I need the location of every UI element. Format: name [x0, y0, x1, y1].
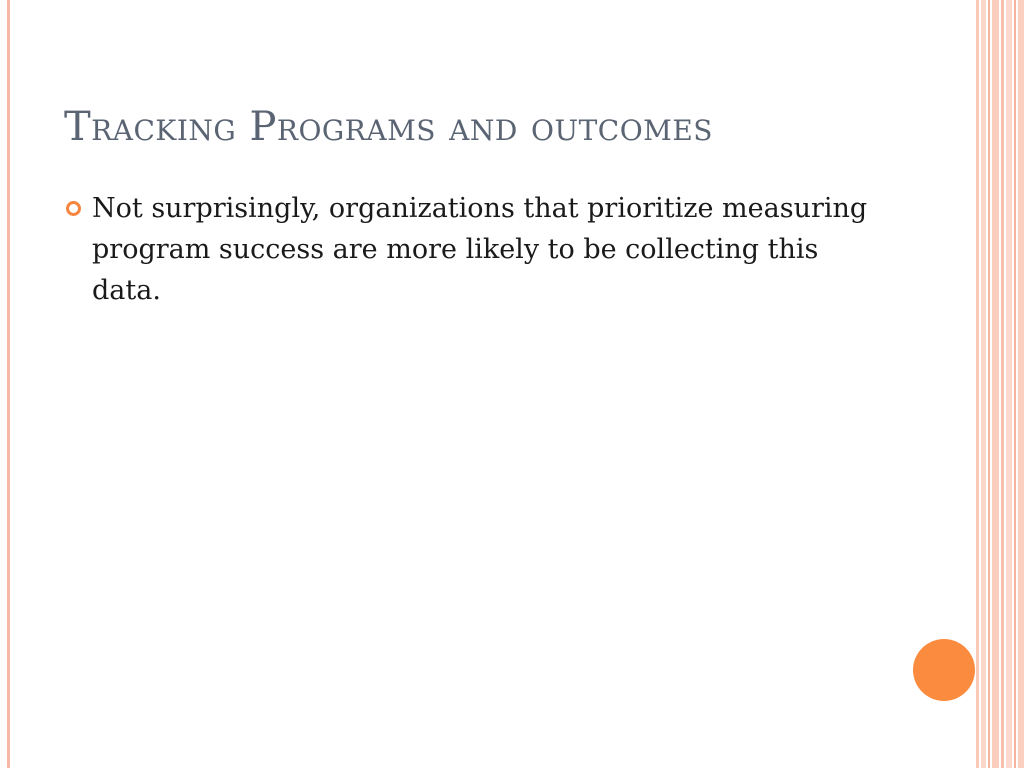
decor-stripe: [976, 0, 979, 768]
decor-stripe: [981, 0, 986, 768]
decor-stripe: [1001, 0, 1004, 768]
decor-stripe: [1014, 0, 1016, 768]
decor-circle: [913, 639, 975, 701]
decor-stripe: [1018, 0, 1024, 768]
decor-stripe: [992, 0, 999, 768]
bullet-circle-icon: [66, 201, 81, 216]
decor-stripe: [988, 0, 990, 768]
slide-title: Tracking Programs and outcomes: [64, 104, 713, 150]
bullet-text: Not surprisingly, organizations that prioritize measuring program success are more likely to be collecting this data.: [92, 193, 868, 306]
bullet-item: [64, 188, 884, 311]
left-border-line: [7, 0, 10, 768]
decor-stripe: [1006, 0, 1012, 768]
bullet-list: [64, 188, 884, 311]
